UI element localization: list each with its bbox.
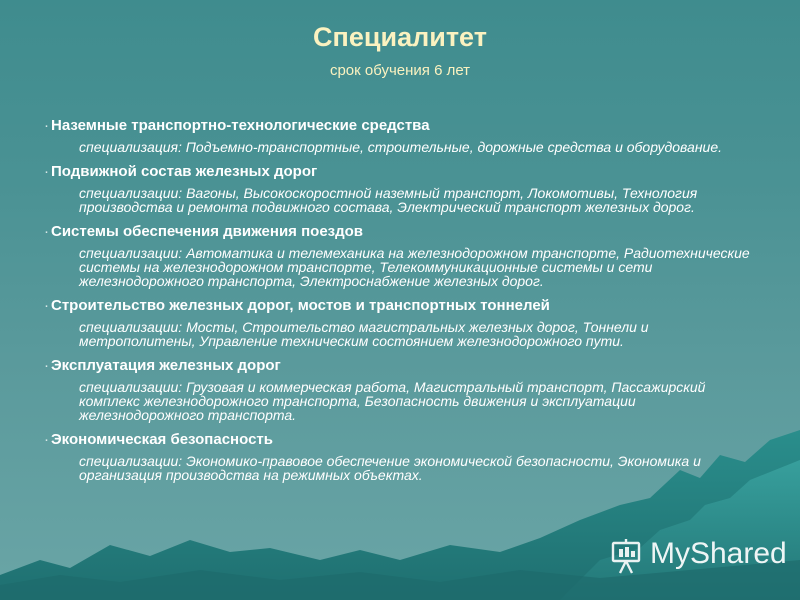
specialty-heading — [44, 223, 764, 240]
bullet: · — [44, 117, 49, 134]
bullet: · — [44, 357, 49, 374]
specialization-text: специализации: Грузовая и коммерческая работа, Магистральный транспорт, Пассажирский комплекс железнодорожного транспорта, Безопасность движения и эксплуатации железнодорожного транспорта. — [79, 379, 706, 423]
specialty-heading — [44, 431, 764, 448]
specialty-list — [44, 117, 764, 491]
specialty-heading — [44, 163, 764, 180]
logo-text: MyShared — [650, 537, 787, 570]
specialty-name: Экономическая безопасность — [51, 431, 273, 448]
specialization-text: специализации: Мосты, Строительство магистральных железных дорог, Тоннели и метрополитены, Управление техническим состоянием железнодорожного пути. — [79, 319, 649, 349]
specialization-text: специализации: Вагоны, Высокоскоростной наземный транспорт, Локомотивы, Технология производства и ремонта подвижного состава, Электрический транспорт железных дорог. — [79, 185, 698, 215]
specialty-heading — [44, 297, 764, 314]
list-item — [44, 163, 764, 214]
specialization-text: специализация: Подъемно-транспортные, строительные, дорожные средства и оборудование. — [79, 139, 723, 155]
specialty-name: Подвижной состав железных дорог — [51, 163, 318, 180]
bullet: · — [44, 163, 49, 180]
specialty-name: Эксплуатация железных дорог — [51, 357, 281, 374]
list-item — [44, 297, 764, 348]
specialization-text: специализации: Автоматика и телемеханика на железнодорожном транспорте, Радиотехнические системы на железнодорожном транспорте, Телекоммуникационные системы и сети железнодорожного транспорта, Электроснабжение железных дорог. — [79, 245, 750, 289]
slide-title: Специалитет — [313, 22, 487, 52]
presentation-board-icon — [610, 539, 646, 575]
bullet: · — [44, 297, 49, 314]
specialty-name: Системы обеспечения движения поездов — [51, 223, 364, 240]
list-item — [44, 223, 764, 288]
bullet: · — [44, 431, 49, 448]
bullet: · — [44, 223, 49, 240]
list-item — [44, 117, 764, 154]
specialty-name: Наземные транспортно-технологические средства — [51, 117, 430, 134]
list-item — [44, 357, 764, 422]
specialty-name: Строительство железных дорог, мостов и транспортных тоннелей — [51, 297, 550, 314]
specialty-heading — [44, 357, 764, 374]
list-item — [44, 431, 764, 482]
specialization-text: специализации: Экономико-правовое обеспечение экономической безопасности, Экономика и организация производства на режимных объектах. — [79, 453, 701, 483]
specialty-heading — [44, 117, 764, 134]
slide-subtitle: срок обучения 6 лет — [329, 62, 471, 79]
myshared-logo[interactable] — [610, 537, 787, 577]
